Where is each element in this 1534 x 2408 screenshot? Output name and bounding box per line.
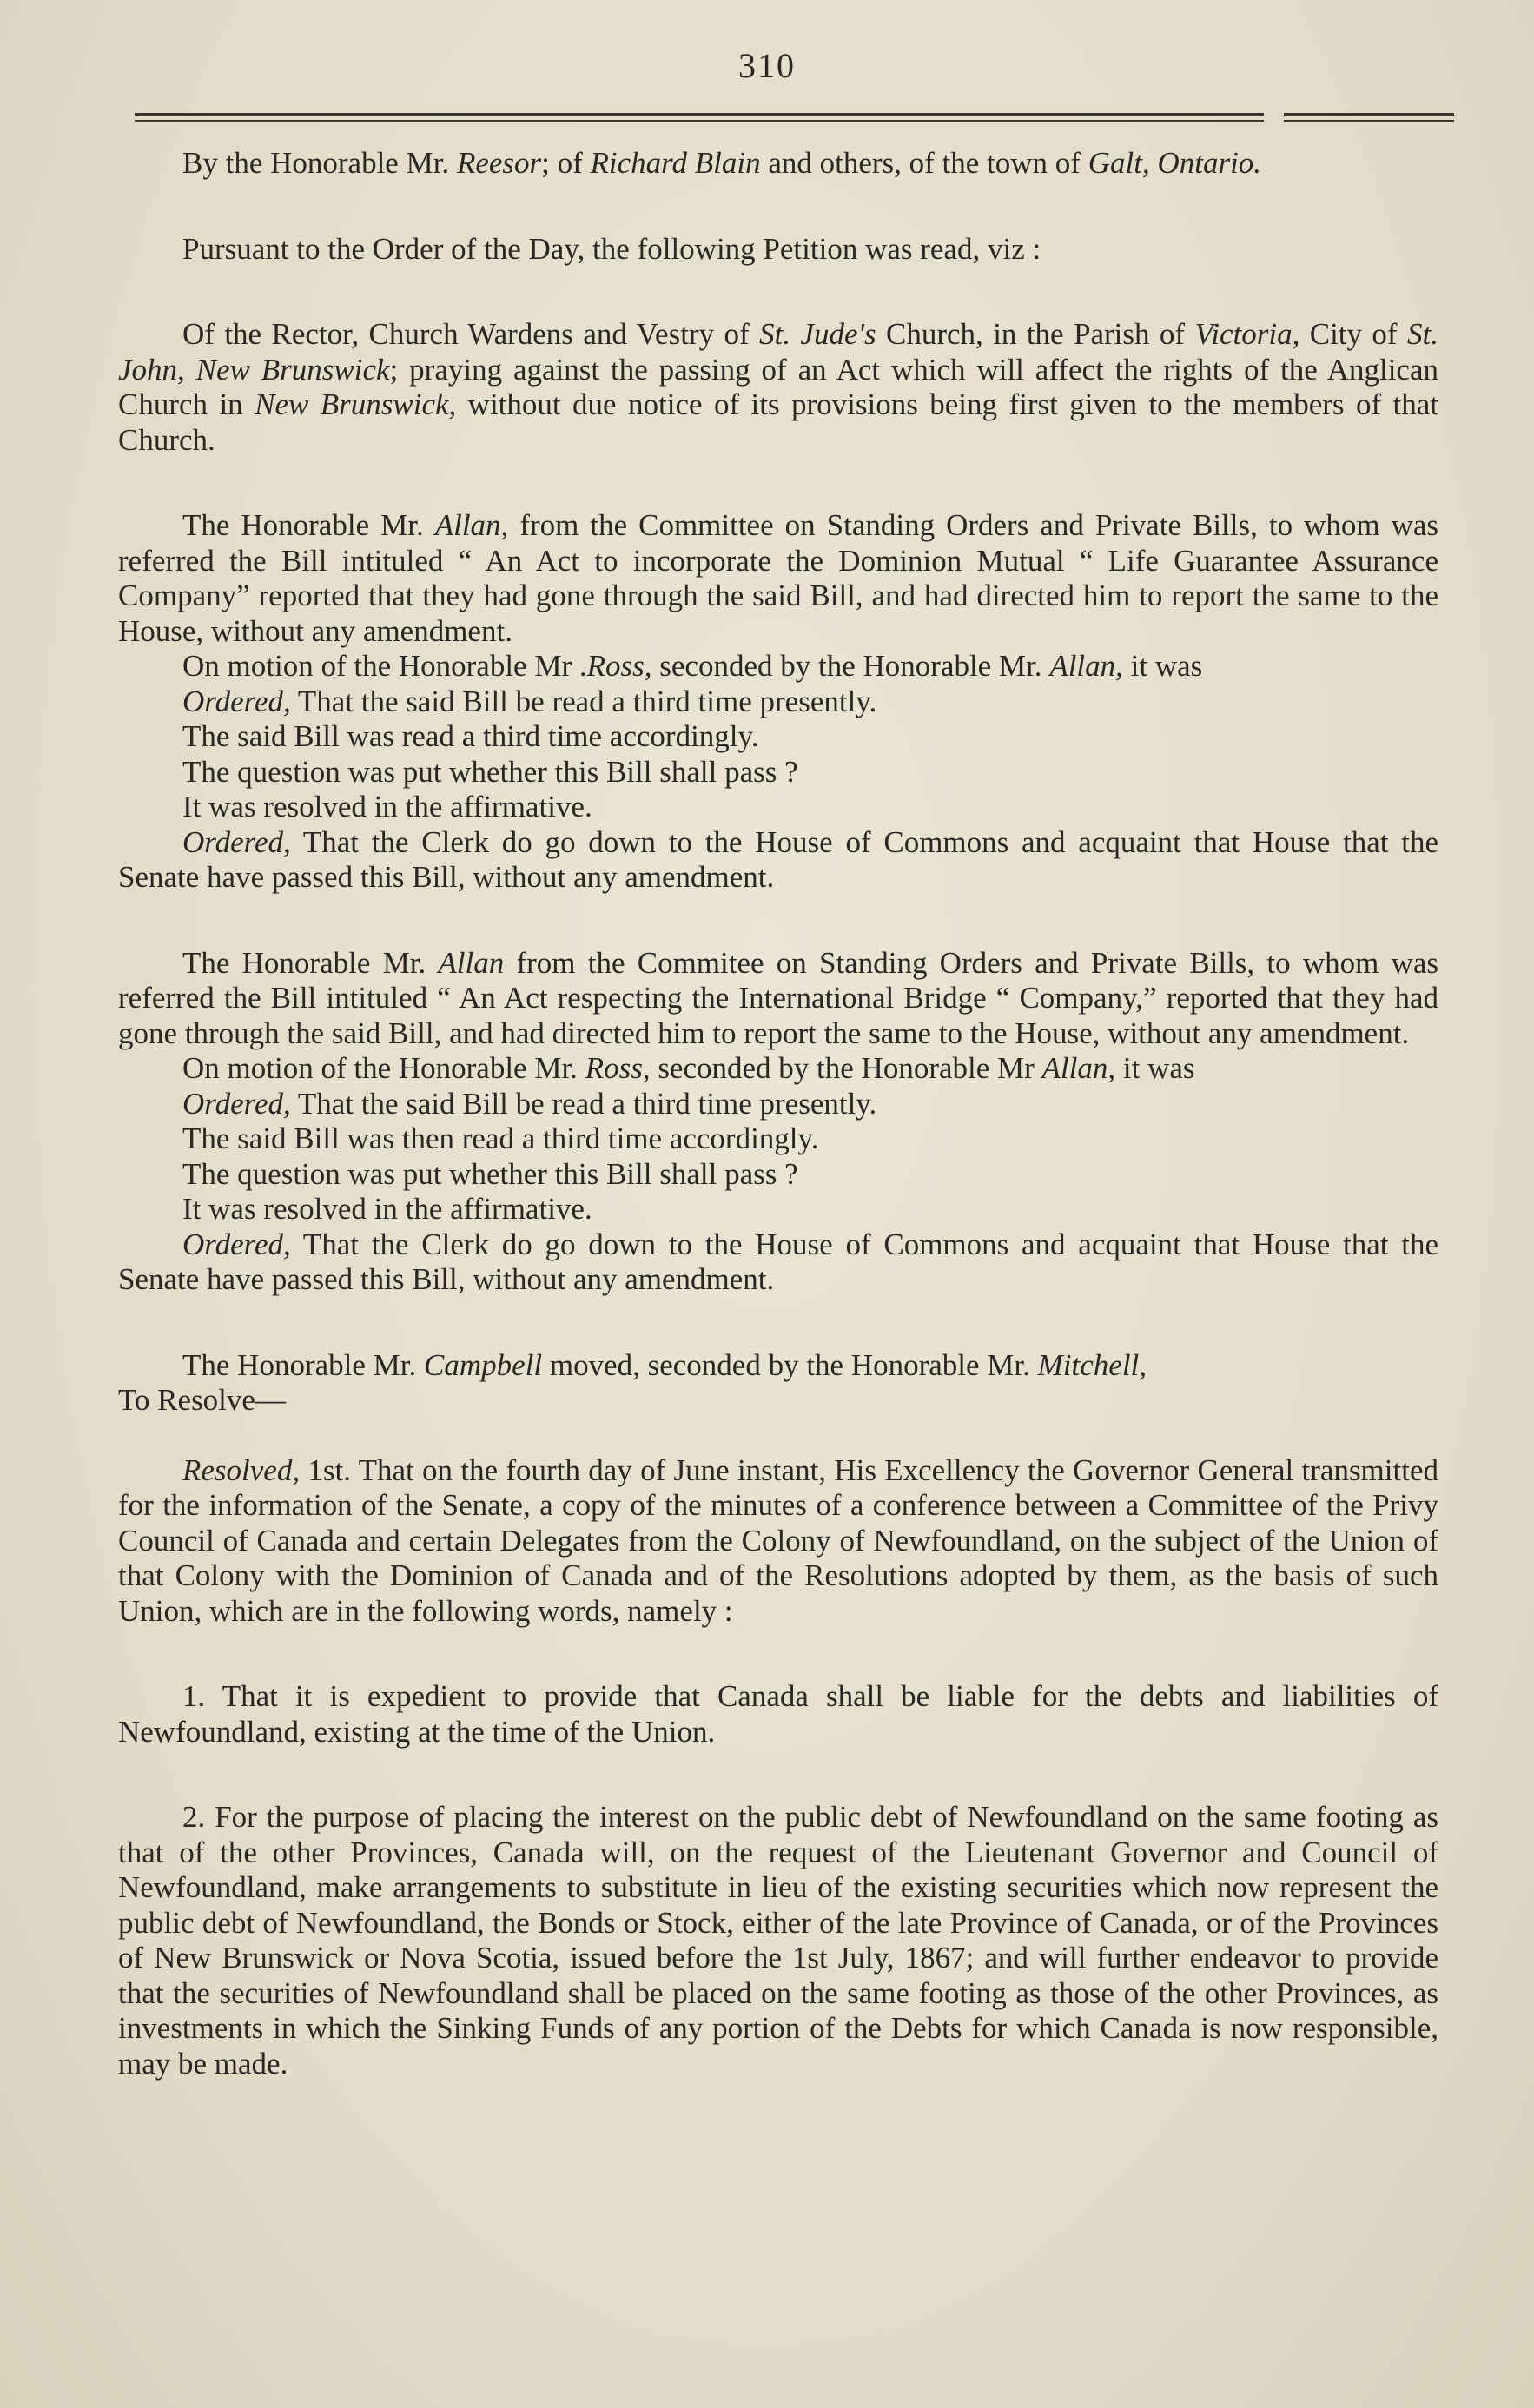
ordered-clerk-1: Ordered, That the Clerk do go down to the House of Commons and acquaint that House that the Senate have passed this Bill, without any amendment.: [118, 824, 1438, 894]
order-of-day: Pursuant to the Order of the Day, the following Petition was read, viz :: [182, 231, 1041, 266]
resolution-first: Resolved, 1st. That on the fourth day of June instant, His Excellency the Governor General transmitted for the information of the Senate, a copy of the minutes of a conference between a Committee of the Privy Council of Canada and certain Delegates from the Colony of Newfoundland, on the subject of the Union of that Colony with the Dominion of Canada and of the Resolutions adopted by them, as the basis of such Union, which are in the following words, namely :: [118, 1452, 1438, 1628]
header-rule: [135, 113, 1264, 123]
ordered-third-reading-2: Ordered, That the said Bill be read a third time presently.: [182, 1086, 877, 1121]
third-reading-1: The said Bill was read a third time accordingly.: [182, 719, 759, 753]
header-rule-short: [1284, 113, 1454, 123]
committee-report-1: The Honorable Mr. Allan, from the Committee on Standing Orders and Private Bills, to whom was referred the Bill intituled “ An Act to incorporate the Dominion Mutual “ Life Guarantee Assurance Company” reported that they had gone through the said Bill, and had directed him to report the same to the House, without any amendment.: [118, 508, 1439, 648]
document-body: [118, 146, 1438, 2081]
petition-text: Of the Rector, Church Wardens and Vestry of St. Jude's Church, in the Parish of Victoria, City of St. John, New Brunswick; praying against the passing of an Act which will affect the rights of the Anglican Church in New Brunswick, without due notice of its provisions being first given to the members of that Church.: [118, 317, 1439, 457]
third-reading-2: The said Bill was then read a third time accordingly.: [182, 1121, 819, 1155]
motion-1: On motion of the Honorable Mr .Ross, seconded by the Honorable Mr. Allan, it was: [182, 649, 1203, 683]
resolution-item-1: 1. That it is expedient to provide that Canada shall be liable for the debts and liabilities of Newfoundland, existing at the time of the Union.: [118, 1679, 1438, 1749]
resolution-item-2: 2. For the purpose of placing the interest on the public debt of Newfoundland on the same footing as that of the other Provinces, Canada will, on the request of the Lieutenant Governor and Council of Newfoundland, make arrangements to substitute in lieu of the existing securities which now represent the public debt of Newfoundland, the Bonds or Stock, either of the late Province of Canada, or of the Provinces of New Brunswick or Nova Scotia, issued before the 1st July, 1867; and will further endeavor to provide that the securities of Newfoundland shall be placed on the same footing as those of the other Provinces, as investments in which the Sinking Funds of any portion of the Debts for which Canada is now responsible, may be made.: [118, 1800, 1438, 2081]
question-1: The question was put whether this Bill shall pass ?: [182, 754, 798, 789]
page-number: 310: [738, 46, 796, 85]
campbell-motion: The Honorable Mr. Campbell moved, seconded by the Honorable Mr. Mitchell,: [182, 1347, 1147, 1382]
ordered-third-reading-1: Ordered, That the said Bill be read a third time presently.: [182, 684, 877, 718]
ordered-clerk-2: Ordered, That the Clerk do go down to the House of Commons and acquaint that House that the Senate have passed this Bill, without any amendment.: [118, 1227, 1438, 1296]
petition-presented: By the Honorable Mr. Reesor; of Richard Blain and others, of the town of Galt, Ontario.: [182, 146, 1262, 180]
resolved-2: It was resolved in the affirmative.: [182, 1192, 592, 1226]
committee-report-2: The Honorable Mr. Allan from the Commitee on Standing Orders and Private Bills, to whom was referred the Bill intituled “ An Act respecting the International Bridge “ Company,” reported that they had gone through the said Bill, and had directed him to report the same to the House, without any amendment.: [118, 945, 1438, 1050]
motion-2: On motion of the Honorable Mr. Ross, seconded by the Honorable Mr Allan, it was: [182, 1051, 1195, 1085]
resolved-1: It was resolved in the affirmative.: [182, 790, 592, 824]
question-2: The question was put whether this Bill shall pass ?: [182, 1156, 798, 1191]
to-resolve: To Resolve—: [118, 1383, 286, 1417]
